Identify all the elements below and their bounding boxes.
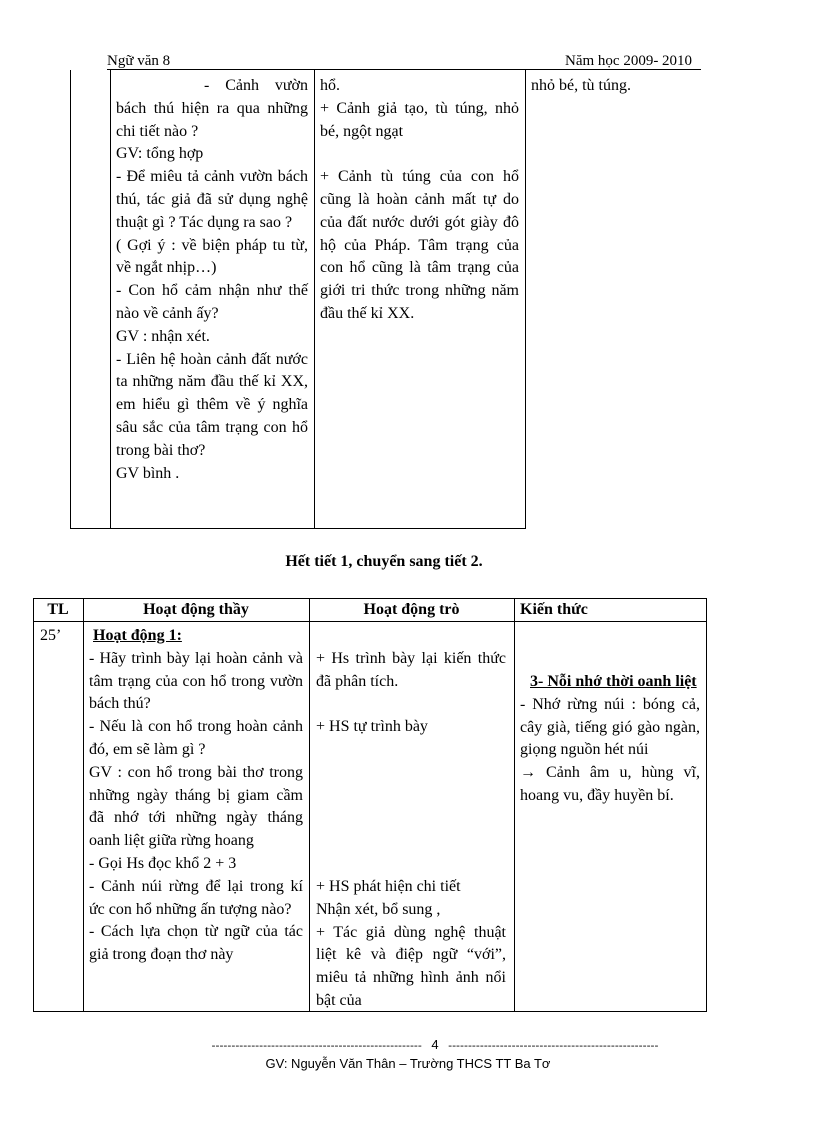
top-student-line: + Cảnh giả tạo, tù túng, nhỏ bé, ngột ngạt: [320, 99, 519, 140]
top-teacher-line: GV bình .: [116, 464, 180, 482]
teacher-line: GV : con hổ trong bài thơ trong những ngày tháng bị giam cầm đã nhớ tới những ngày tháng oanh liệt giữa rừng hoang: [89, 763, 303, 850]
teacher-line: - Cách lựa chọn từ ngữ của tác giả trong đoạn thơ này: [89, 923, 303, 964]
top-teacher-column: [116, 75, 308, 485]
table-divider-2: [309, 598, 310, 1011]
top-teacher-line: - Cảnh vườn bách thú hiện ra qua những chi tiết nào ?: [116, 77, 308, 140]
student-line: + Tác giả dùng nghệ thuật liệt kê và điệp ngữ “với”, miêu tả những hình ảnh nổi bật của: [316, 923, 506, 1009]
activity-heading: Hoạt động 1:: [93, 627, 182, 644]
top-teacher-line: - Con hổ cảm nhận như thế nào về cảnh ấy?: [116, 282, 308, 322]
student-answer-2: + HS tự trình bày: [316, 718, 428, 735]
column-header-knowledge: Kiến thức: [520, 601, 588, 618]
subject-header: Ngữ văn 8: [107, 53, 171, 69]
table-top-border: [33, 598, 707, 599]
student-line: Nhận xét, bổ sung ,: [316, 900, 441, 918]
table-divider-1: [83, 598, 84, 1011]
table-divider-3: [514, 598, 515, 1011]
page-number: 4: [431, 1037, 439, 1052]
top-teacher-line: GV: tổng hợp: [116, 145, 204, 163]
student-answer-1: + Hs trình bày lại kiến thức đã phân tích.: [316, 650, 506, 690]
teacher-line: - Cảnh núi rừng để lại trong kí ức con hổ những ấn tượng nào?: [89, 877, 303, 918]
teacher-line: - Gọi Hs đọc khổ 2 + 3: [89, 854, 237, 872]
top-student-column: [320, 75, 519, 326]
header-rule: [107, 69, 701, 70]
table-border-left: [33, 598, 34, 1011]
teacher-column: [89, 625, 303, 967]
teacher-line: - Hãy trình bày lại hoàn cảnh và tâm trạng của con hổ trong vườn bách thú?: [89, 649, 303, 713]
knowledge-column: [520, 671, 700, 808]
column-header-teacher: Hoạt động thầy: [143, 601, 249, 618]
top-table-divider-3: [525, 70, 526, 528]
footer-page-line: [130, 1037, 740, 1052]
top-teacher-line: - Để miêu tả cảnh vườn bách thú, tác giả đã sử dụng nghệ thuật gì ? Tác dụng ra sao ?: [116, 168, 308, 231]
table-border-right: [706, 598, 707, 1011]
column-header-time: TL: [47, 601, 69, 618]
top-knowledge-column: nhỏ bé, tù túng.: [531, 77, 631, 94]
table-header-border: [33, 621, 707, 622]
footer-author: GV: Nguyễn Văn Thân – Trường THCS TT Ba Tơ: [265, 1056, 551, 1071]
top-table-divider-2: [314, 70, 315, 528]
section-title: Hết tiết 1, chuyển sang tiết 2.: [285, 553, 483, 570]
student-line: + HS phát hiện chi tiết: [316, 878, 461, 895]
top-student-line: hổ.: [320, 77, 340, 94]
student-answer-3: [316, 876, 506, 1013]
column-header-student: Hoạt động trò: [363, 601, 460, 618]
footer-dashes-right: -----------------------------------------------------: [448, 1039, 659, 1052]
school-year-header: Năm học 2009- 2010: [565, 53, 693, 69]
knowledge-heading: 3- Nỗi nhớ thời oanh liệt: [530, 673, 697, 690]
knowledge-line: - Nhớ rừng núi : bóng cả, cây già, tiếng gió gào ngàn, giọng nguồn hét núi: [520, 695, 700, 759]
top-table-divider-1: [110, 70, 111, 528]
top-table-border-left: [70, 70, 71, 528]
knowledge-line: → Cảnh âm u, hùng vĩ, hoang vu, đầy huyền bí.: [520, 764, 700, 804]
top-student-line: + Cảnh tù túng của con hổ cũng là hoàn cảnh mất tự do của đất nước dưới gót giày đô hộ của Pháp. Tâm trạng của con hổ cũng là tâm trạng của giới tri thức trong những năm đầu thế kỉ XX.: [320, 168, 519, 322]
top-table-bottom-border: [70, 528, 526, 529]
top-teacher-line: - Liên hệ hoàn cảnh đất nước ta những năm đầu thế kỉ XX, em hiểu gì thêm về ý nghĩa sâu sắc của tâm trạng con hổ trong bài thơ?: [116, 350, 308, 459]
teacher-line: - Nếu là con hổ trong hoàn cảnh đó, em sẽ làm gì ?: [89, 718, 303, 758]
time-cell: 25’: [40, 627, 62, 644]
top-teacher-line: ( Gợi ý : về biện pháp tu từ, về ngắt nhịp…): [116, 236, 308, 277]
top-teacher-line: GV : nhận xét.: [116, 327, 210, 345]
footer-dashes-left: -----------------------------------------------------: [211, 1039, 422, 1052]
